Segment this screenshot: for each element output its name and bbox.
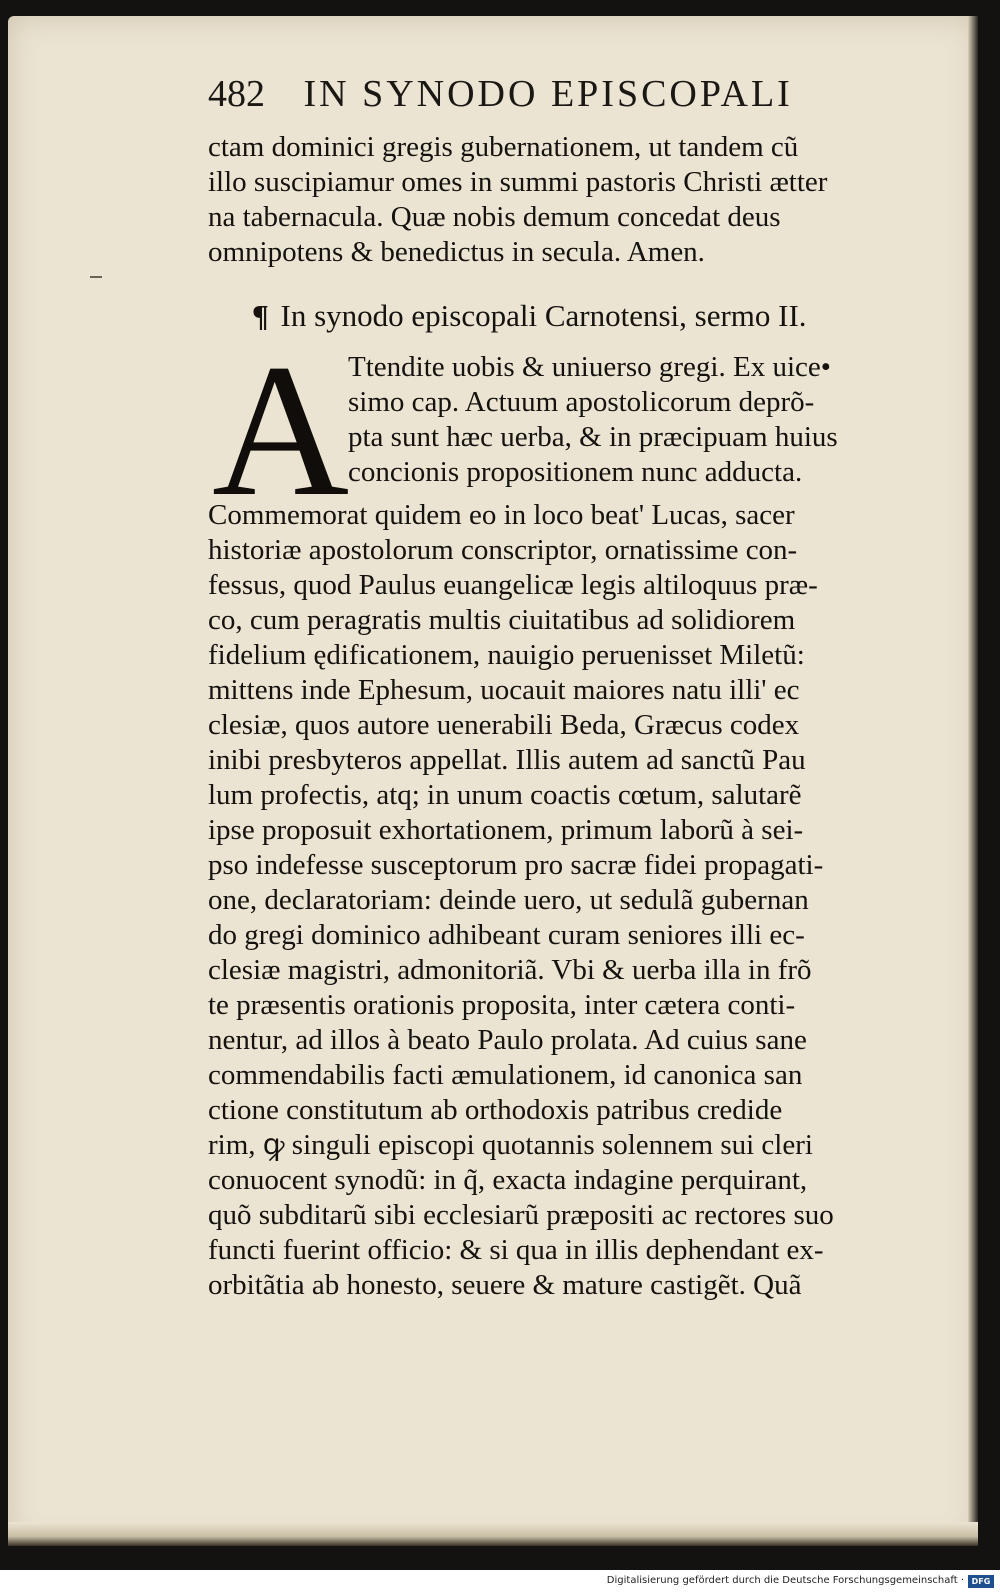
text-line: lum profectis, atq; in unum coactis cœtum, salutarẽ <box>208 779 802 811</box>
text-line: clesiæ, quos autore uenerabili Beda, Græcus codex <box>208 709 800 741</box>
running-head <box>208 72 848 116</box>
text-line: functi fuerint officio: & si qua in illis dephendant ex- <box>208 1234 824 1266</box>
footer-bar <box>0 1572 1000 1593</box>
text-line: na tabernacula. Quæ nobis demum concedat deus <box>208 201 781 233</box>
funding-credit: Digitalisierung gefördert durch die Deutsche Forschungsgemeinschaft · <box>606 1575 964 1586</box>
text-line: ipse proposuit exhortationem, primum laborũ à sei- <box>208 814 804 846</box>
text-line: co, cum peragratis multis ciuitatibus ad solidiorem <box>208 604 796 636</box>
page-edge-right <box>968 16 978 1546</box>
text-line: simo cap. Actuum apostolicorum deprõ- <box>348 386 815 418</box>
text-line: nentur, ad illos à beato Paulo prolata. Ad cuius sane <box>208 1024 807 1056</box>
text-line: illo suscipiamur omes in summi pastoris Christi ætter <box>208 166 828 198</box>
text-line: historiæ apostolorum conscriptor, ornatissime con- <box>208 534 798 566</box>
text-block-top <box>208 130 948 270</box>
text-block-body <box>208 498 938 1303</box>
text-line: one, declaratoriam: deinde uero, ut sedulã gubernan <box>208 884 809 916</box>
text-line: orbitãtia ab honesto, seuere & mature castigẽt. Quã <box>208 1269 802 1301</box>
text-line: pta sunt hæc uerba, & in præcipuam huius <box>348 421 838 453</box>
text-line: omnipotens & benedictus in secula. Amen. <box>208 236 705 268</box>
text-line: ctione constitutum ab orthodoxis patribus credide <box>208 1094 783 1126</box>
text-line: fidelium ędificationem, nauigio peruenisset Miletũ: <box>208 639 805 671</box>
drop-cap-initial: A <box>212 326 350 536</box>
text-line: do gregi dominico adhibeant curam seniores illi ec- <box>208 919 805 951</box>
text-line: commendabilis facti æmulationem, id canonica san <box>208 1059 803 1091</box>
margin-mark <box>90 276 102 278</box>
text-line: rim, ꝙ singuli episcopi quotannis solennem sui cleri <box>208 1129 813 1161</box>
text-line: Ttendite uobis & uniuerso gregi. Ex uice• <box>348 351 831 383</box>
text-line: ctam dominici gregis gubernationem, ut tandem cũ <box>208 131 799 163</box>
text-line: pso indefesse susceptorum pro sacræ fidei propagati- <box>208 849 824 881</box>
text-line: quõ subditarũ sibi ecclesiarũ præpositi ac rectores suo <box>208 1199 834 1231</box>
running-title: IN SYNODO EPISCOPALI <box>303 73 793 115</box>
pilcrow-mark: ¶ <box>252 298 269 333</box>
section-heading <box>252 298 942 334</box>
dfg-logo-icon: DFG <box>968 1575 994 1588</box>
text-line: conuocent synodũ: in q̃, exacta indagine perquirant, <box>208 1164 808 1196</box>
text-line: inibi presbyteros appellat. Illis autem ad sanctũ Pau <box>208 744 806 776</box>
text-block-initial <box>348 350 926 490</box>
text-line: te præsentis orationis proposita, inter cætera conti- <box>208 989 796 1021</box>
text-line: mittens inde Ephesum, uocauit maiores natu illi' ec <box>208 674 800 706</box>
text-line: fessus, quod Paulus euangelicæ legis altiloquus præ- <box>208 569 818 601</box>
page-edge-bottom <box>8 1522 978 1546</box>
text-line: clesiæ magistri, admonitoriã. Vbi & uerba illa in frõ <box>208 954 812 986</box>
text-line: concionis propositionem nunc adducta. <box>348 456 803 488</box>
page-number: 482 <box>208 73 265 115</box>
section-heading-text: In synodo episcopali Carnotensi, sermo II. <box>280 298 807 333</box>
text-line: Commemorat quidem eo in loco beat' Lucas, sacer <box>208 499 795 531</box>
